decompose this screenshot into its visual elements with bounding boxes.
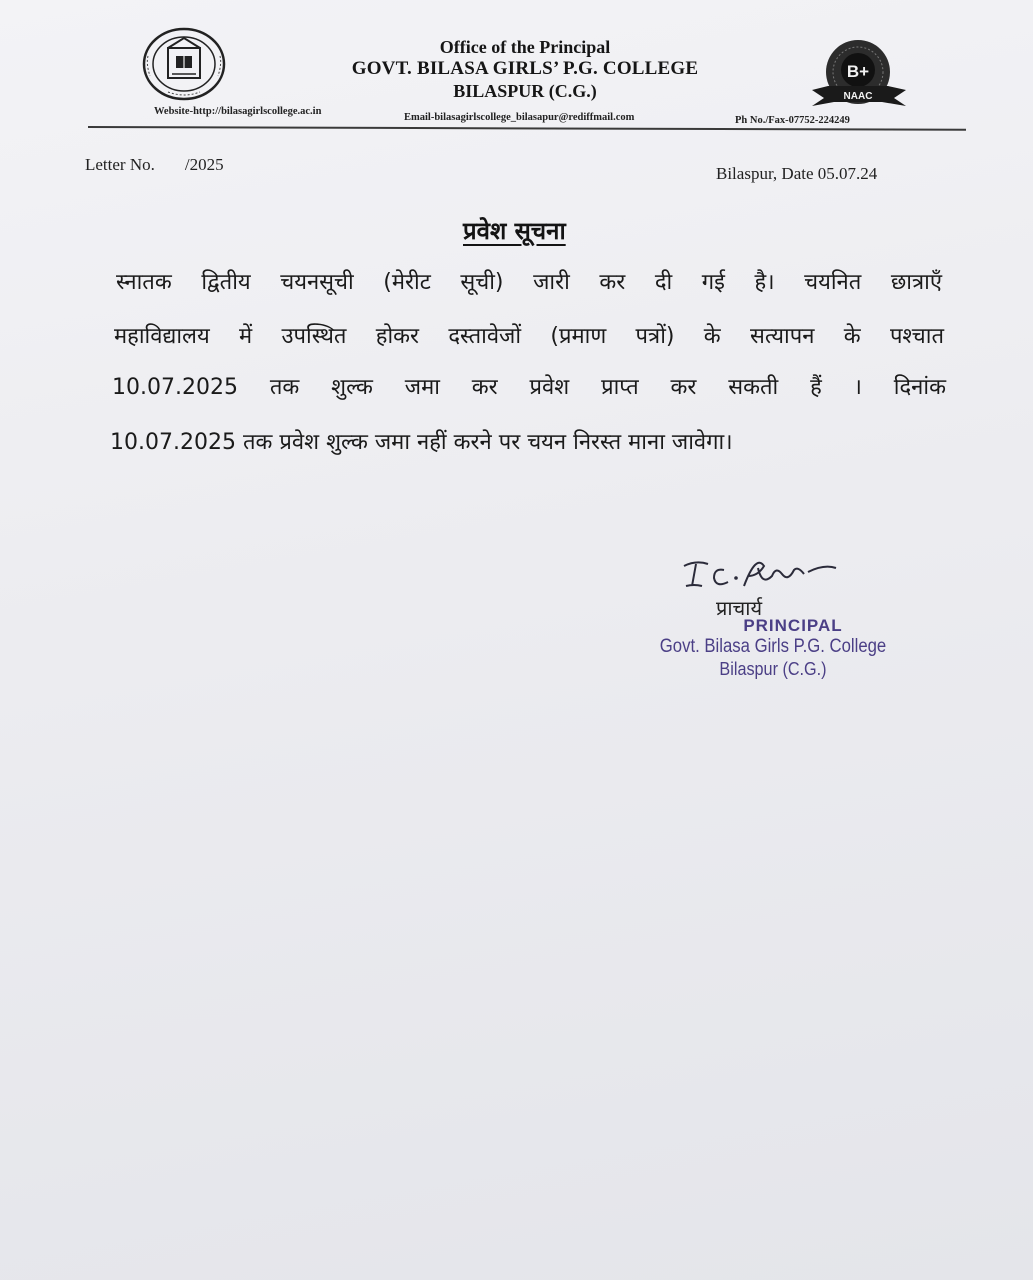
notice-line: महाविद्यालय में उपस्थित होकर दस्तावेजों (प्रमाण पत्रों) के सत्यापन के पश्चात (114, 324, 944, 349)
office-title: Office of the Principal (439, 37, 611, 57)
college-emblem-logo (138, 26, 230, 102)
naac-badge-logo (810, 38, 908, 110)
date-line: Bilaspur, Date 05.07.24 (716, 164, 878, 183)
header-divider (88, 126, 966, 131)
notice-line: 10.07.2025 तक प्रवेश शुल्क जमा नहीं करने पर चयन निरस्त माना जावेगा। (110, 430, 733, 455)
college-name: GOVT. BILASA GIRLS’ P.G. COLLEGE (351, 58, 699, 79)
principal-title-hindi: प्राचार्य (716, 596, 763, 620)
stamp-city: Bilaspur (C.G.) (719, 659, 827, 679)
stamp-college: Govt. Bilasa Girls P.G. College (659, 636, 887, 657)
principal-stamp (638, 616, 908, 680)
naac-label: NAAC (843, 91, 873, 102)
notice-line: 10.07.2025 तक शुल्क जमा कर प्रवेश प्राप्त कर सकती हैं । दिनांक (112, 375, 946, 400)
college-city: BILASPUR (C.G.) (453, 81, 597, 101)
notice-line: स्नातक द्वितीय चयनसूची (मेरीट सूची) जारी कर दी गई है। चयनित छात्राएँ (116, 270, 942, 295)
stamp-title: PRINCIPAL (743, 616, 843, 635)
phone-text: Ph No./Fax-07752-224249 (735, 115, 850, 126)
notice-title: प्रवेश सूचना (463, 217, 566, 245)
email-text: Email-bilasagirlscollege_bilasapur@rediffmail.com (404, 112, 635, 123)
letter-no-value: /2025 (184, 155, 224, 174)
naac-grade: B+ (846, 62, 870, 81)
principal-signature (678, 546, 848, 594)
letter-number (85, 155, 224, 175)
website-text: Website-http://bilasagirlscollege.ac.in (154, 106, 322, 117)
letterhead (290, 36, 760, 102)
letter-no-label: Letter No. (85, 155, 155, 174)
